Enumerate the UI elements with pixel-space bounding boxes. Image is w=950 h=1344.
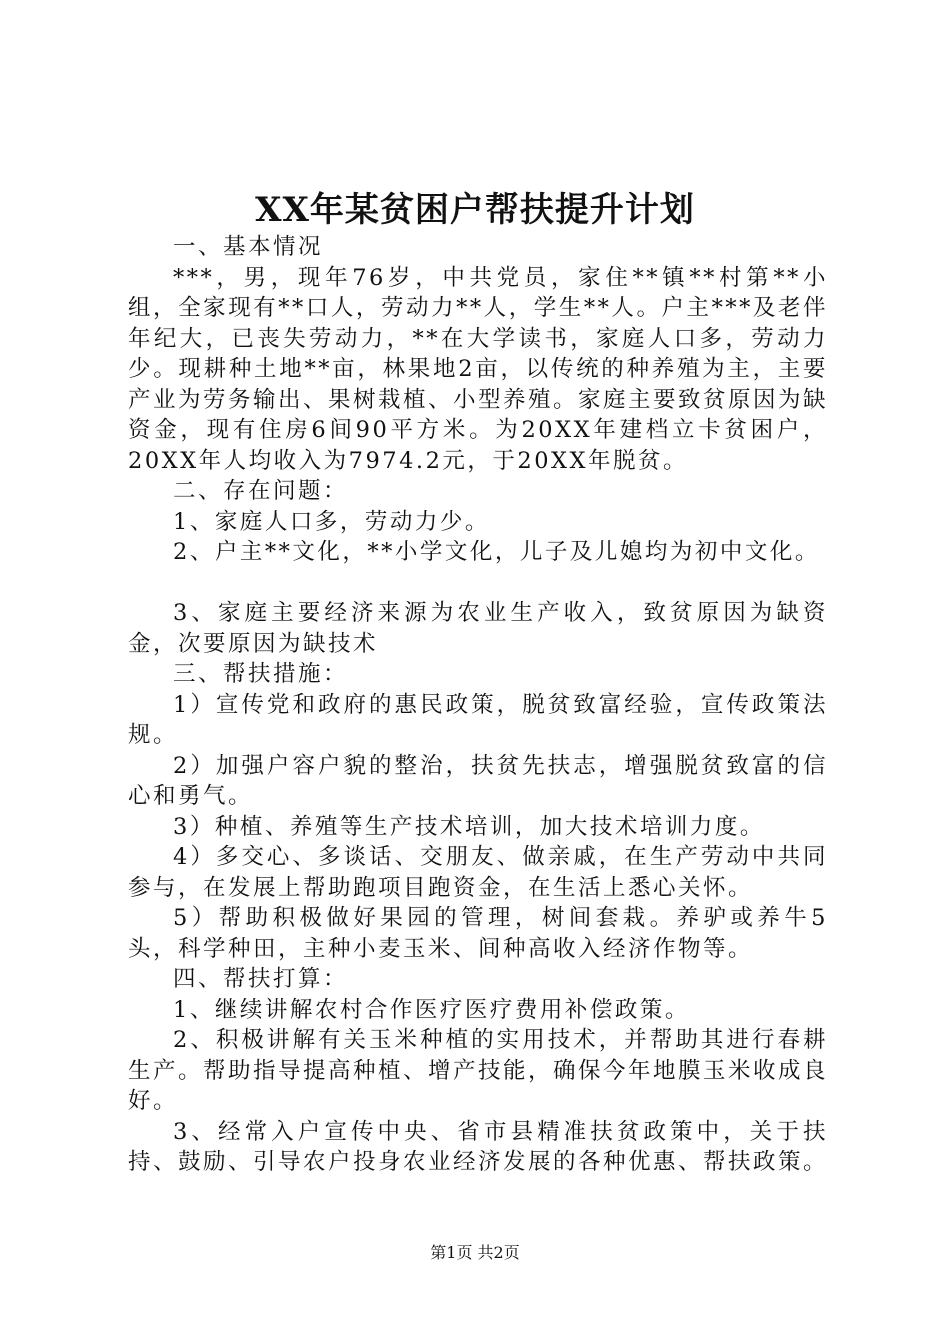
page-footer: 第1页 共2页 xyxy=(430,1243,520,1262)
list-item-measure-5: 5）帮助积极做好果园的管理，树间套栽。养驴或养牛5头，科学种田，主种小麦玉米、间种高收入经济作物等。 xyxy=(128,905,828,962)
list-item-measure-3: 3）种植、养殖等生产技术培训，加大技术培训力度。 xyxy=(173,813,765,840)
list-item-measure-1: 1）宣传党和政府的惠民政策，脱贫致富经验，宣传政策法规。 xyxy=(128,691,828,748)
paragraph-basic-info: ***，男，现年76岁，中共党员，家住**镇**村第**小组，全家现有**口人，劳动力**人，学生**人。户主***及老伴年纪大，已丧失劳动力，**在大学读书，家庭人口多，劳动力少。现耕种土地**亩，林果地2亩，以传统的种养殖为主，主要产业为劳务输出、果树栽植、小型养殖。家庭主要致贫原因为缺资金，现有住房6间90平方米。为20XX年建档立卡贫困户，20XX年人均收入为7974.2元，于20XX年脱贫。 xyxy=(128,264,829,474)
list-item-problem-3: 3、家庭主要经济来源为农业生产收入，致贫原因为缺资金，次要原因为缺技术 xyxy=(128,600,828,657)
document-body xyxy=(128,232,828,1178)
section-heading-problems: 二、存在问题： xyxy=(173,478,349,504)
blank-line xyxy=(128,568,828,599)
section-heading-plans: 四、帮扶打算： xyxy=(173,966,349,992)
list-item-plan-1: 1、继续讲解农村合作医疗医疗费用补偿政策。 xyxy=(173,996,690,1023)
list-item-measure-4: 4）多交心、多谈话、交朋友、做亲戚，在生产劳动中共同参与，在发展上帮助跑项目跑资金，在生活上悉心关怀。 xyxy=(128,844,828,901)
document-title: XX年某贫困户帮扶提升计划 xyxy=(255,190,695,230)
list-item-plan-2: 2、积极讲解有关玉米种植的实用技术，并帮助其进行春耕生产。帮助指导提高种植、增产技能，确保今年地膜玉米收成良好。 xyxy=(128,1027,829,1114)
list-item-problem-1: 1、家庭人口多，劳动力少。 xyxy=(173,508,490,535)
list-item-plan-3: 3、经常入户宣传中央、省市县精准扶贫政策中，关于扶持、鼓励、引导农户投身农业经济发展的各种优惠、帮扶政策。 xyxy=(128,1118,829,1175)
list-item-problem-2: 2、户主**文化，**小学文化，儿子及儿媳均为初中文化。 xyxy=(173,539,820,565)
section-heading-measures: 三、帮扶措施： xyxy=(173,661,349,687)
list-item-measure-2: 2）加强户容户貌的整治，扶贫先扶志，增强脱贫致富的信心和勇气。 xyxy=(128,752,828,809)
section-heading-basic-info: 一、基本情况 xyxy=(173,234,324,260)
